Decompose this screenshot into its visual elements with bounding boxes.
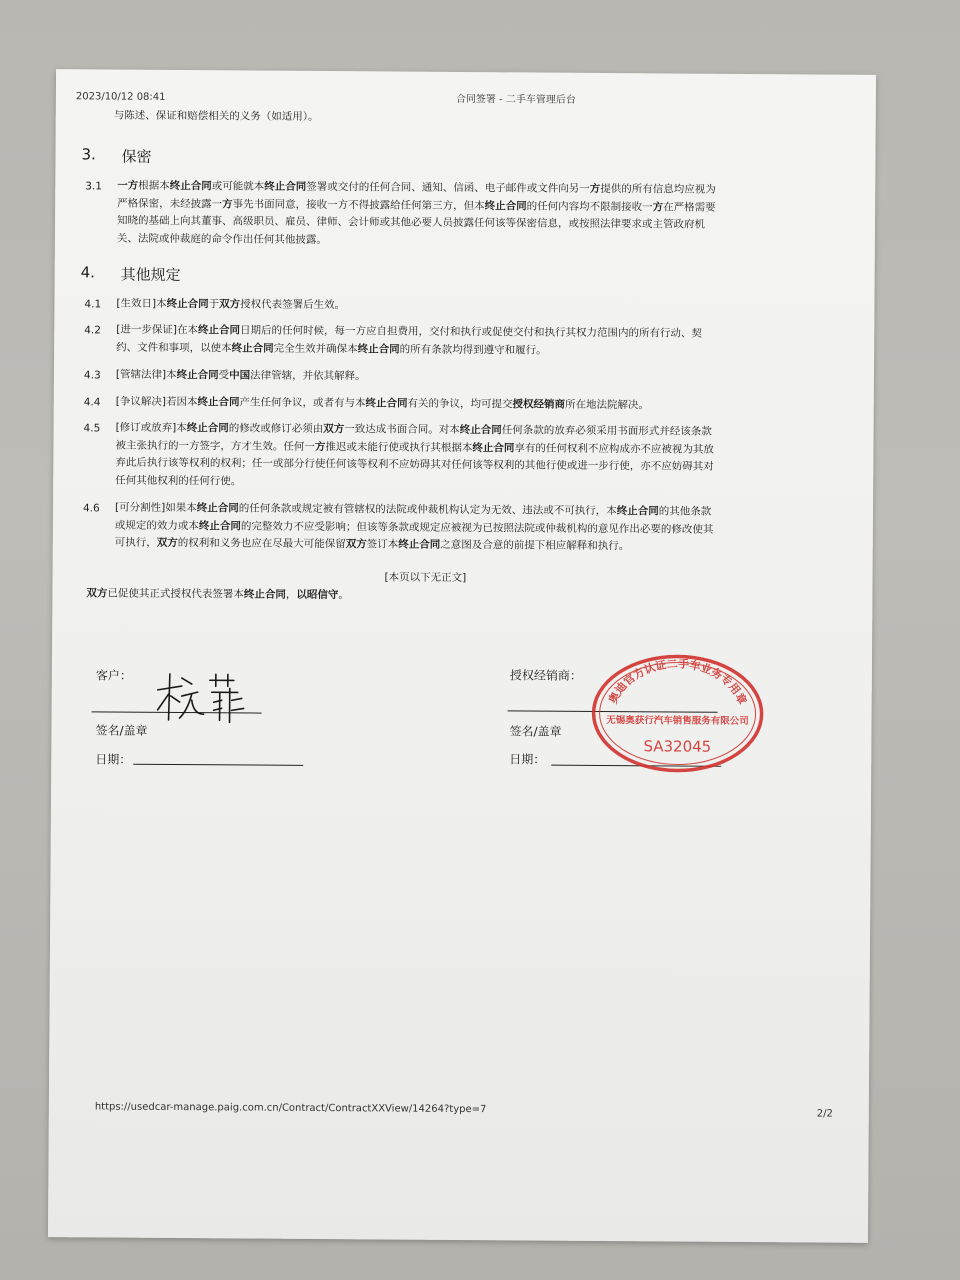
carryover-text: 与陈述、保证和赔偿相关的义务（如适用）。: [113, 109, 319, 123]
clause-4-6-text: [可分割性]如果本终止合同的任何条款或规定被有管辖权的法院或仲裁机构认定为无效、违法或不可执行，本终止合同的其他条款 或规定的效力或本终止合同的完整效力不应受影响；但该等条款或规定应被视为已按照法院或仲裁机构的意见作出必要的修改使其 可执行，双方的权利和义务也应在尽最大可能保留双方签订本终止合同之意图及合意的前提下相应解释和执行。: [114, 501, 714, 553]
witness-line: 双方已促使其正式授权代表签署本终止合同，以昭信守。: [86, 587, 349, 602]
clause-4-5-text: [修订或放弃]本终止合同的修改或修订必须由双方一致达成书面合同。对本终止合同任何条款的放弃必须采用书面形式并经该条款 被主张执行的一方签字，方才生效。任何一方推迟或未能行使或执行其根据本终止合同享有的任何权利不应构成亦不应被视为其放 弃此后执行该等权利的权利；任一或部分行使任何该等权利不应妨碍其对任何该等权利的其他行使或进一步行使，亦不应妨碍其对 任何其他权利的任何行使。: [115, 421, 714, 487]
clause-4-3-text: [管辖法律]本终止合同受中国法律管辖，并依其解释。: [115, 368, 366, 383]
company-seal-stamp: [587, 651, 768, 776]
clause-number: 4.2: [84, 324, 102, 337]
clause-4-4-text: [争议解决]若因本终止合同产生任何争议，或者有与本终止合同有关的争议，均可提交授权经销商所在地法院解决。: [115, 395, 649, 412]
seal-code: SA32045: [643, 737, 712, 756]
dealer-label: 授权经销商：: [509, 668, 582, 683]
section-3-title: 保密: [121, 147, 152, 166]
clause-number: 4.5: [83, 422, 101, 435]
clause-number: 3.1: [85, 180, 103, 193]
customer-date-label: 日期：: [95, 752, 132, 767]
no-text-notice: [本页以下无正文]: [384, 571, 467, 585]
clause-number: 4.4: [83, 396, 101, 409]
dealer-sign-label: 签名/盖章: [509, 724, 562, 739]
clause-3-1-text: 一方根据本终止合同或可能就本终止合同签署或交付的任何合同、通知、信函、电子邮件或文件向另一方提供的所有信息均应视为 严格保密，未经披露一方事先书面同意，接收一方不得披露给任何第三方，但本终止合同的任何内容均不限制接收一方在严格需要 知晓的基础上向其董事、高级职员、雇员、律师、会计师或其他必要人员披露任何该等保密信息，或按照法律要求或主管政府机 关、法院或仲裁庭的命令作出任何其他披露。: [116, 179, 716, 246]
seal-company-name: 无锡奥获行汽车销售服务有限公司: [606, 715, 749, 728]
clause-4-1-text: [生效日]本终止合同于双方授权代表签署后生效。: [116, 297, 346, 312]
clause-number: 4.6: [82, 502, 100, 515]
dealer-date-label: 日期：: [509, 752, 546, 767]
customer-label: 客户：: [95, 668, 132, 683]
section-4-title: 其他规定: [120, 265, 181, 285]
print-timestamp: 2023/10/12 08:41: [75, 91, 166, 103]
page-footer-url: https://usedcar-manage.paig.com.cn/Contract/ContractXXView/14264?type=7: [94, 1101, 487, 1116]
clause-4-2-text: [进一步保证]在本终止合同日期后的任何时候，每一方应自担费用，交付和执行或促使交付和执行其权力范围内的所有行动、契 约、文件和事项，以使本终止合同完全生效并确保本终止合同的所有条款均得到遵守和履行。: [116, 323, 703, 357]
clause-number: 4.1: [84, 298, 102, 311]
customer-sign-label: 签名/盖章: [95, 723, 148, 738]
document-page: [48, 69, 876, 1243]
seal-arc-text: 奥迪官方认证二手车业务专用章: [606, 657, 749, 707]
customer-date-line: [133, 764, 303, 766]
handwritten-signature: [151, 668, 261, 731]
page-header-title: 合同签署 - 二手车管理后台: [455, 93, 576, 106]
clause-number: 4.3: [83, 369, 101, 382]
page-number: 2/2: [816, 1108, 833, 1120]
section-3-number: 3.: [81, 145, 96, 164]
section-4-number: 4.: [80, 263, 96, 282]
svg-text:奥迪官方认证二手车业务专用章: [605, 656, 750, 707]
